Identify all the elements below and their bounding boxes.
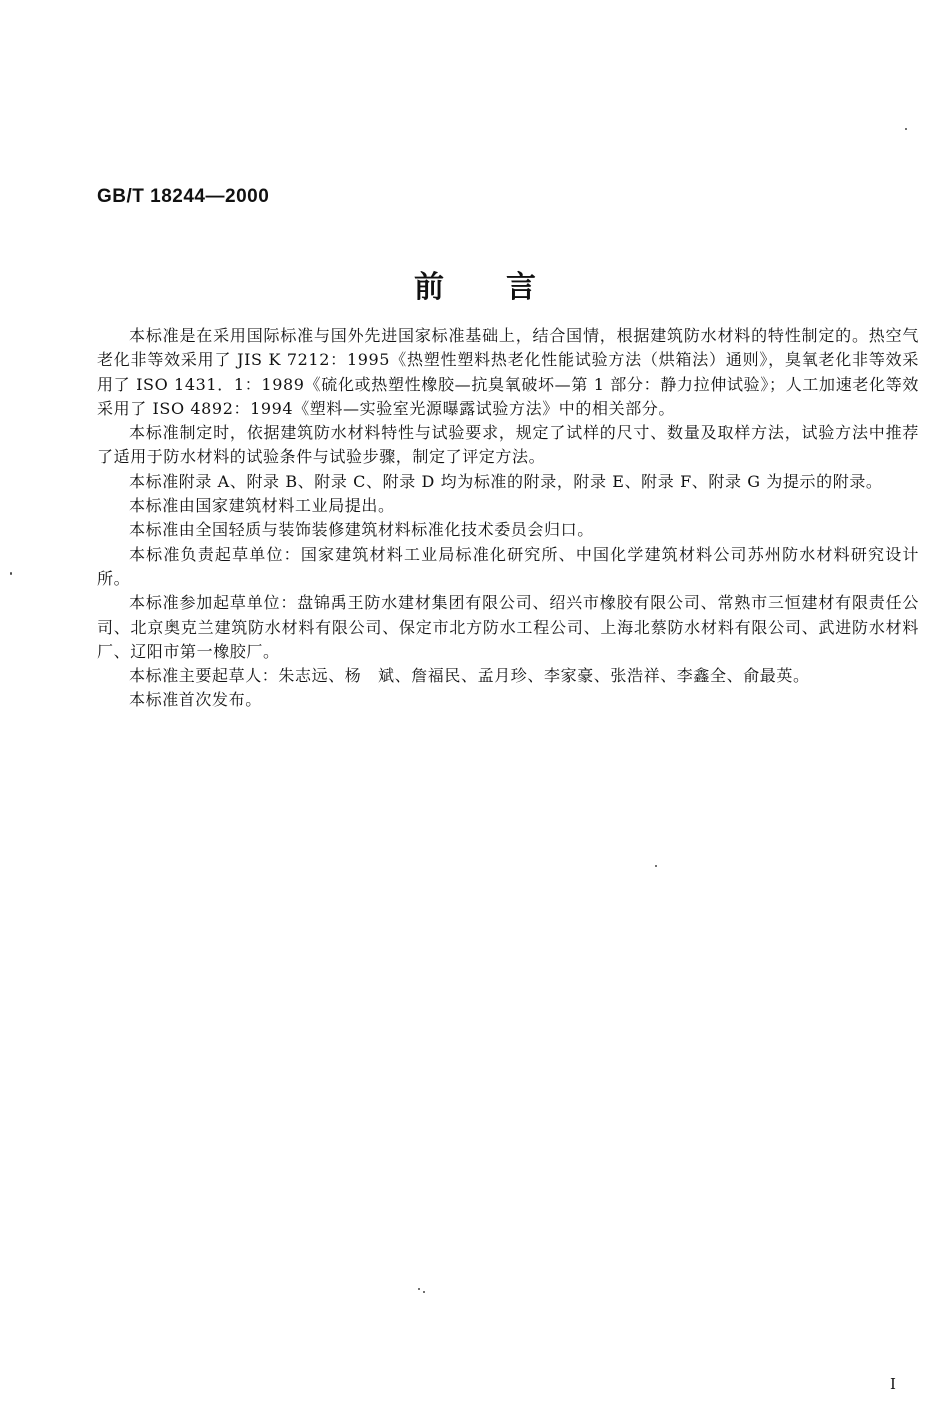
paragraph: 本标准主要起草人：朱志远、杨 斌、詹福民、孟月珍、李家豪、张浩祥、李鑫全、俞最英。 <box>129 666 810 686</box>
scan-speck <box>10 572 12 575</box>
paragraph: 本标准由国家建筑材料工业局提出。 <box>129 496 395 516</box>
scan-speck <box>655 865 657 867</box>
paragraph: 本标准首次发布。 <box>129 690 262 710</box>
scan-speck <box>418 1288 420 1290</box>
paragraph: 本标准是在采用国际标准与国外先进国家标准基础上，结合国情，根据建筑防水材料的特性制定的。热空气老化非等效采用了 JIS K 7212：1995《热塑性塑料热老化性能试验方法（烘箱法）通则》，臭氧老化非等效采用了 ISO 1431．1：1989《硫化或热塑性橡胶—抗臭氧破坏—第 1 部分：静力拉伸试验》；人工加速老化等效采用了 ISO 4892：1994《塑料—实验室光源曝露试验方法》中的相关部分。 <box>97 326 919 418</box>
paragraph: 本标准附录 A、附录 B、附录 C、附录 D 均为标准的附录，附录 E、附录 F、附录 G 为提示的附录。 <box>129 471 883 491</box>
paragraph: 本标准参加起草单位：盘锦禹王防水建材集团有限公司、绍兴市橡胶有限公司、常熟市三恒建材有限责任公司、北京奥克兰建筑防水材料有限公司、保定市北方防水工程公司、上海北蔡防水材料有限公司、武进防水材料厂、辽阳市第一橡胶厂。 <box>97 593 919 661</box>
scan-speck <box>905 128 907 130</box>
foreword-body <box>97 324 919 713</box>
paragraph: 本标准制定时，依据建筑防水材料特性与试验要求，规定了试样的尺寸、数量及取样方法，试验方法中推荐了适用于防水材料的试验条件与试验步骤，制定了评定方法。 <box>97 423 919 467</box>
paragraph: 本标准负责起草单位：国家建筑材料工业局标准化研究所、中国化学建筑材料公司苏州防水材料研究设计所。 <box>97 544 919 588</box>
page-title: 前言 <box>414 270 598 305</box>
scan-speck <box>423 1291 425 1293</box>
page-number: I <box>890 1375 896 1393</box>
paragraph: 本标准由全国轻质与装饰装修建筑材料标准化技术委员会归口。 <box>129 520 594 540</box>
standard-code: GB/T 18244—2000 <box>97 186 270 207</box>
